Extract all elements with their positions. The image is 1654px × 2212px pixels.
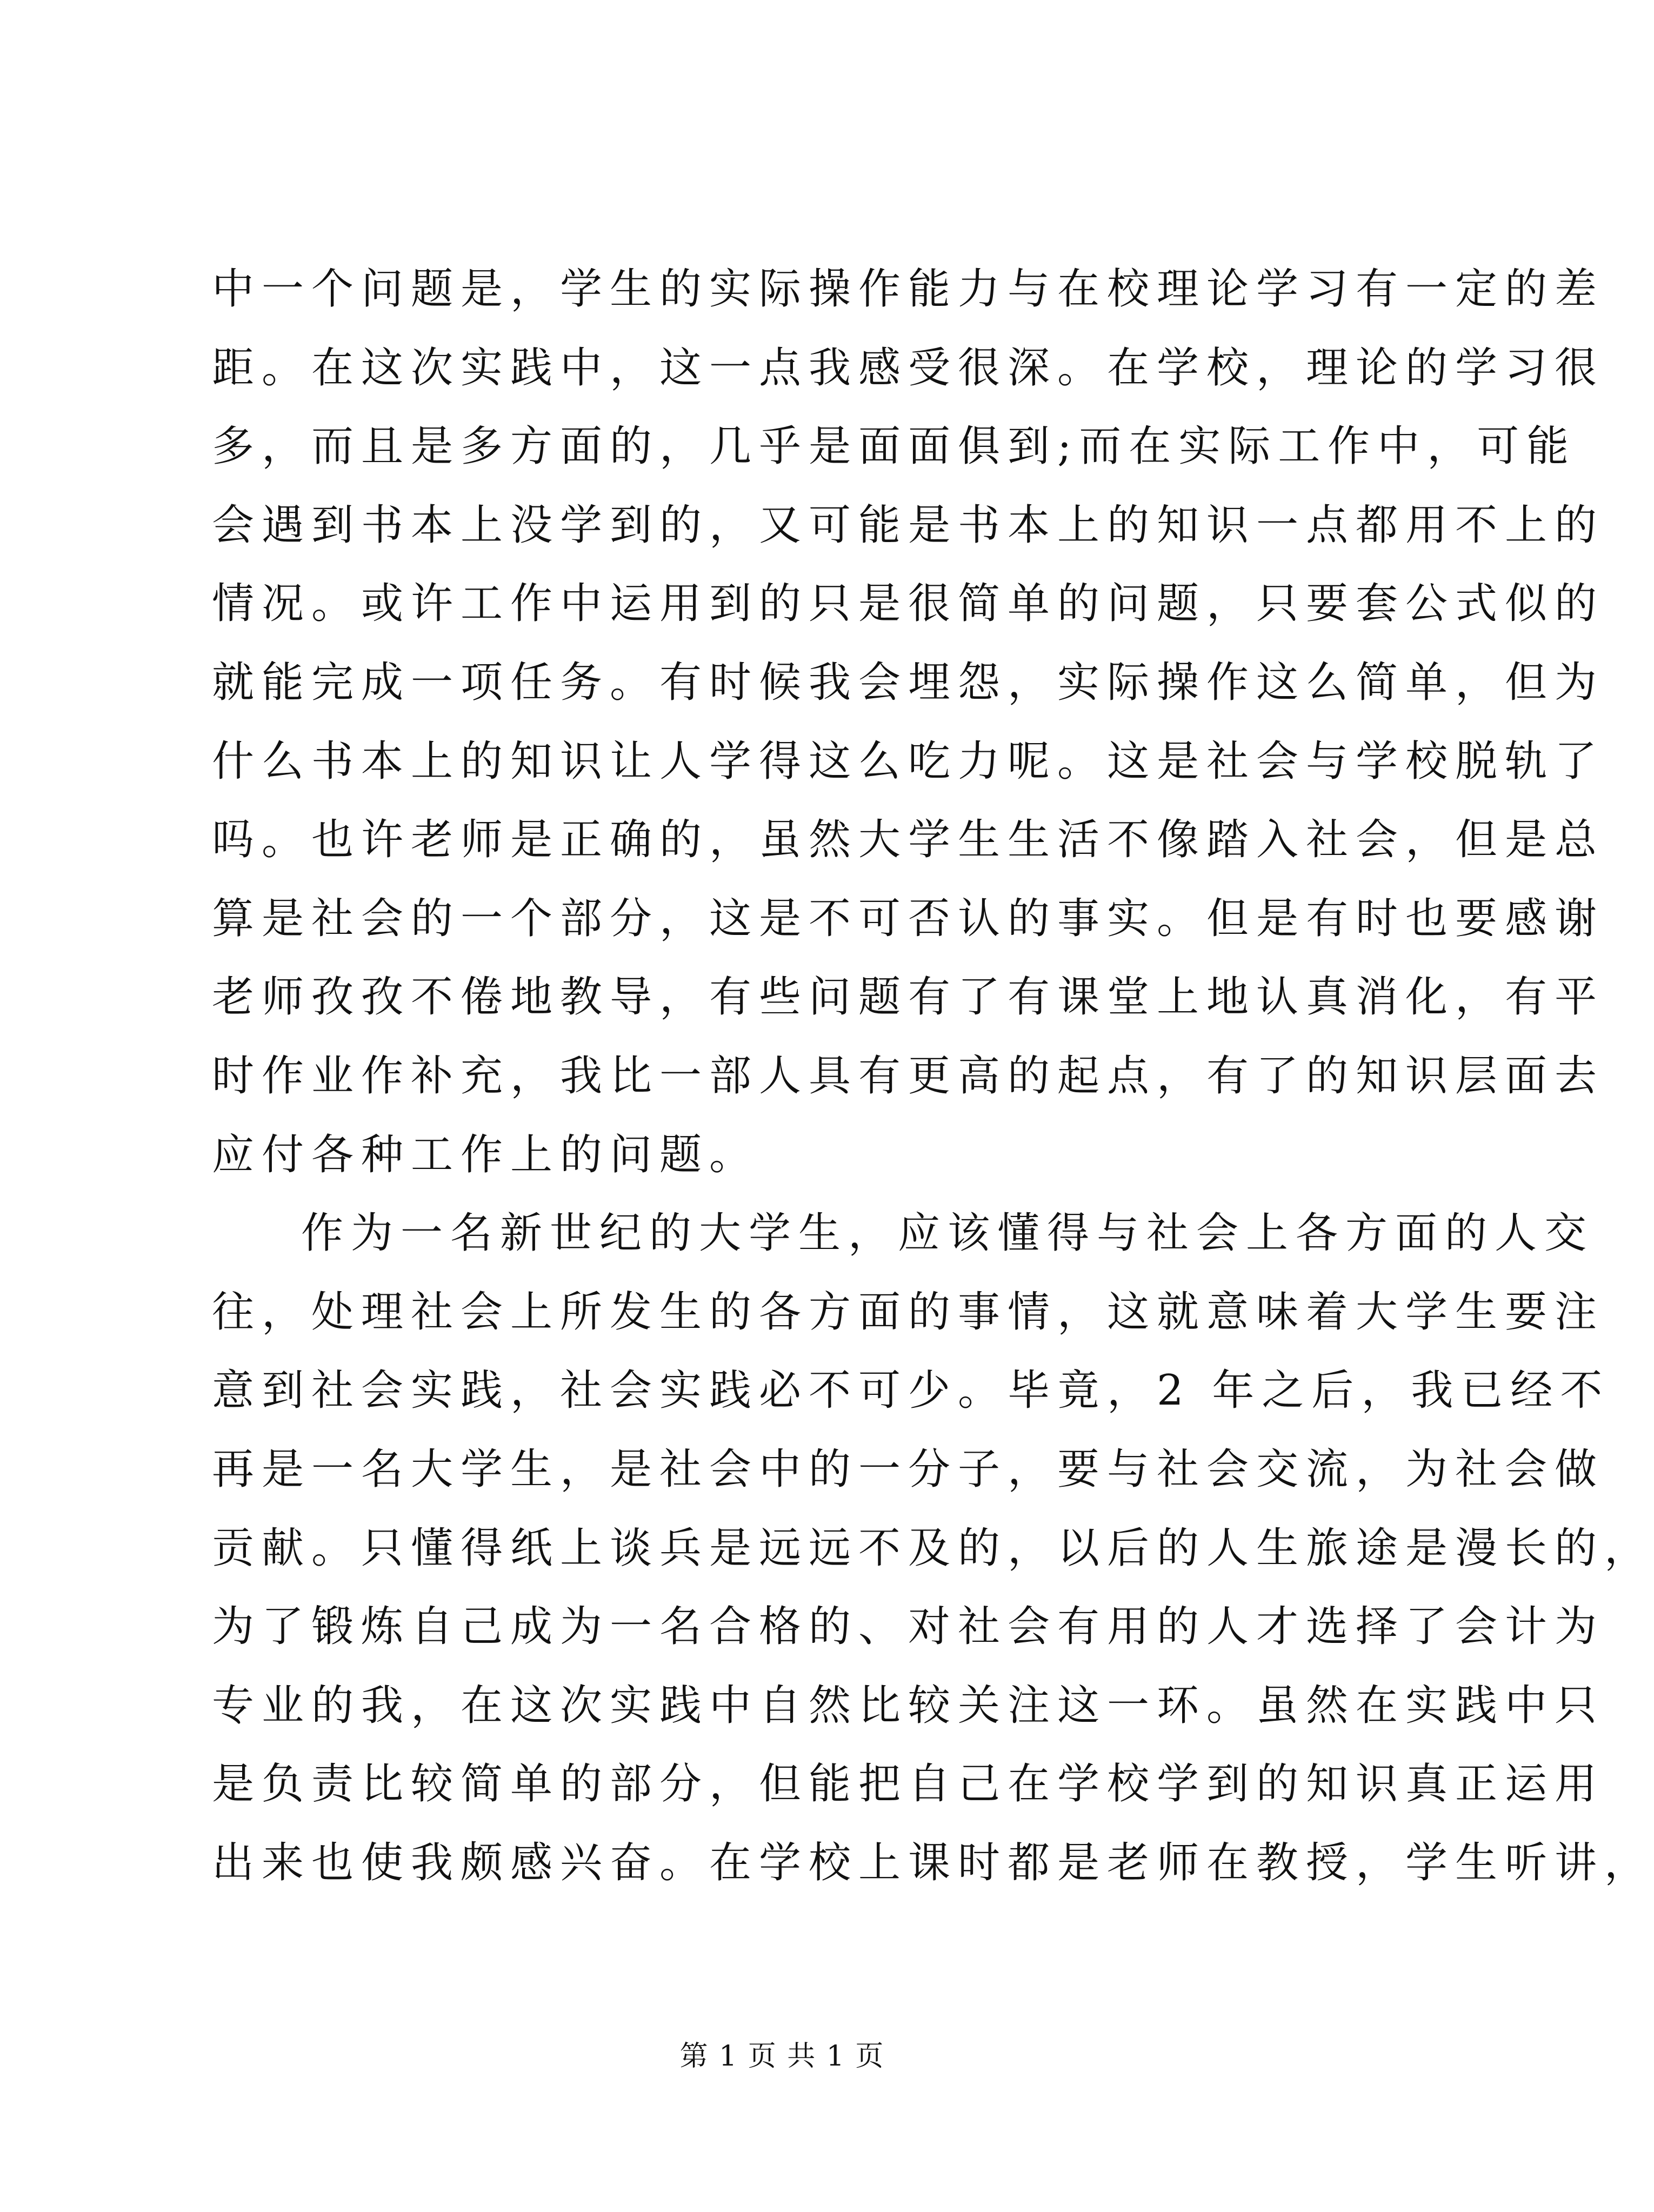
- body-text: [212, 250, 1654, 1902]
- paragraph-2-line-6: 为了锻炼自己成为一名合格的、对社会有用的人才选择了会计为: [212, 1602, 1605, 1652]
- paragraph-2-line-3: 意到社会实践，社会实践必不可少。毕竟，2 年之后，我已经不: [212, 1366, 1610, 1415]
- paragraph-1-line-8: 吗。也许老师是正确的，虽然大学生生活不像踏入社会，但是总: [212, 816, 1605, 865]
- paragraph-1-line-3: 多，而且是多方面的，几乎是面面俱到;而在实际工作中，可能: [212, 422, 1577, 471]
- paragraph-1-line-7: 什么书本上的知识让人学得这么吃力呢。这是社会与学校脱轨了: [212, 737, 1605, 786]
- paragraph-2-line-7: 专业的我，在这次实践中自然比较关注这一环。虽然在实践中只: [212, 1681, 1605, 1730]
- paragraph-1-line-5: 情况。或许工作中运用到的只是很简单的问题，只要套公式似的: [212, 579, 1605, 629]
- paragraph-1-line-1: 中一个问题是，学生的实际操作能力与在校理论学习有一定的差: [212, 265, 1605, 313]
- paragraph-1-line-11: 时作业作补充，我比一部人具有更高的起点，有了的知识层面去: [212, 1051, 1605, 1100]
- paragraph-2-line-9: 出来也使我颇感兴奋。在学校上课时都是老师在教授，学生听讲，: [212, 1838, 1654, 1887]
- paragraph-1-line-2: 距。在这次实践中，这一点我感受很深。在学校，理论的学习很: [212, 343, 1605, 392]
- paragraph-2-line-8: 是负责比较简单的部分，但能把自己在学校学到的知识真正运用: [212, 1760, 1605, 1809]
- paragraph-1-line-12: 应付各种工作上的问题。: [212, 1130, 759, 1179]
- paragraph-2-line-1: 作为一名新世纪的大学生，应该懂得与社会上各方面的人交: [301, 1209, 1595, 1258]
- paragraph-1-line-6: 就能完成一项任务。有时候我会埋怨，实际操作这么简单，但为: [212, 658, 1605, 707]
- page-footer: 第 1 页 共 1 页: [679, 2040, 885, 2073]
- paragraph-1-line-10: 老师孜孜不倦地教导，有些问题有了有课堂上地认真消化，有平: [212, 973, 1605, 1022]
- paragraph-1-line-4: 会遇到书本上没学到的，又可能是书本上的知识一点都用不上的: [212, 500, 1605, 550]
- paragraph-2-line-2: 往，处理社会上所发生的各方面的事情，这就意味着大学生要注: [212, 1287, 1605, 1336]
- paragraph-2-line-5: 贡献。只懂得纸上谈兵是远远不及的，以后的人生旅途是漫长的，: [212, 1523, 1654, 1573]
- paragraph-1-line-9: 算是社会的一个部分，这是不可否认的事实。但是有时也要感谢: [212, 894, 1605, 943]
- paragraph-2-line-4: 再是一名大学生，是社会中的一分子，要与社会交流，为社会做: [212, 1445, 1605, 1494]
